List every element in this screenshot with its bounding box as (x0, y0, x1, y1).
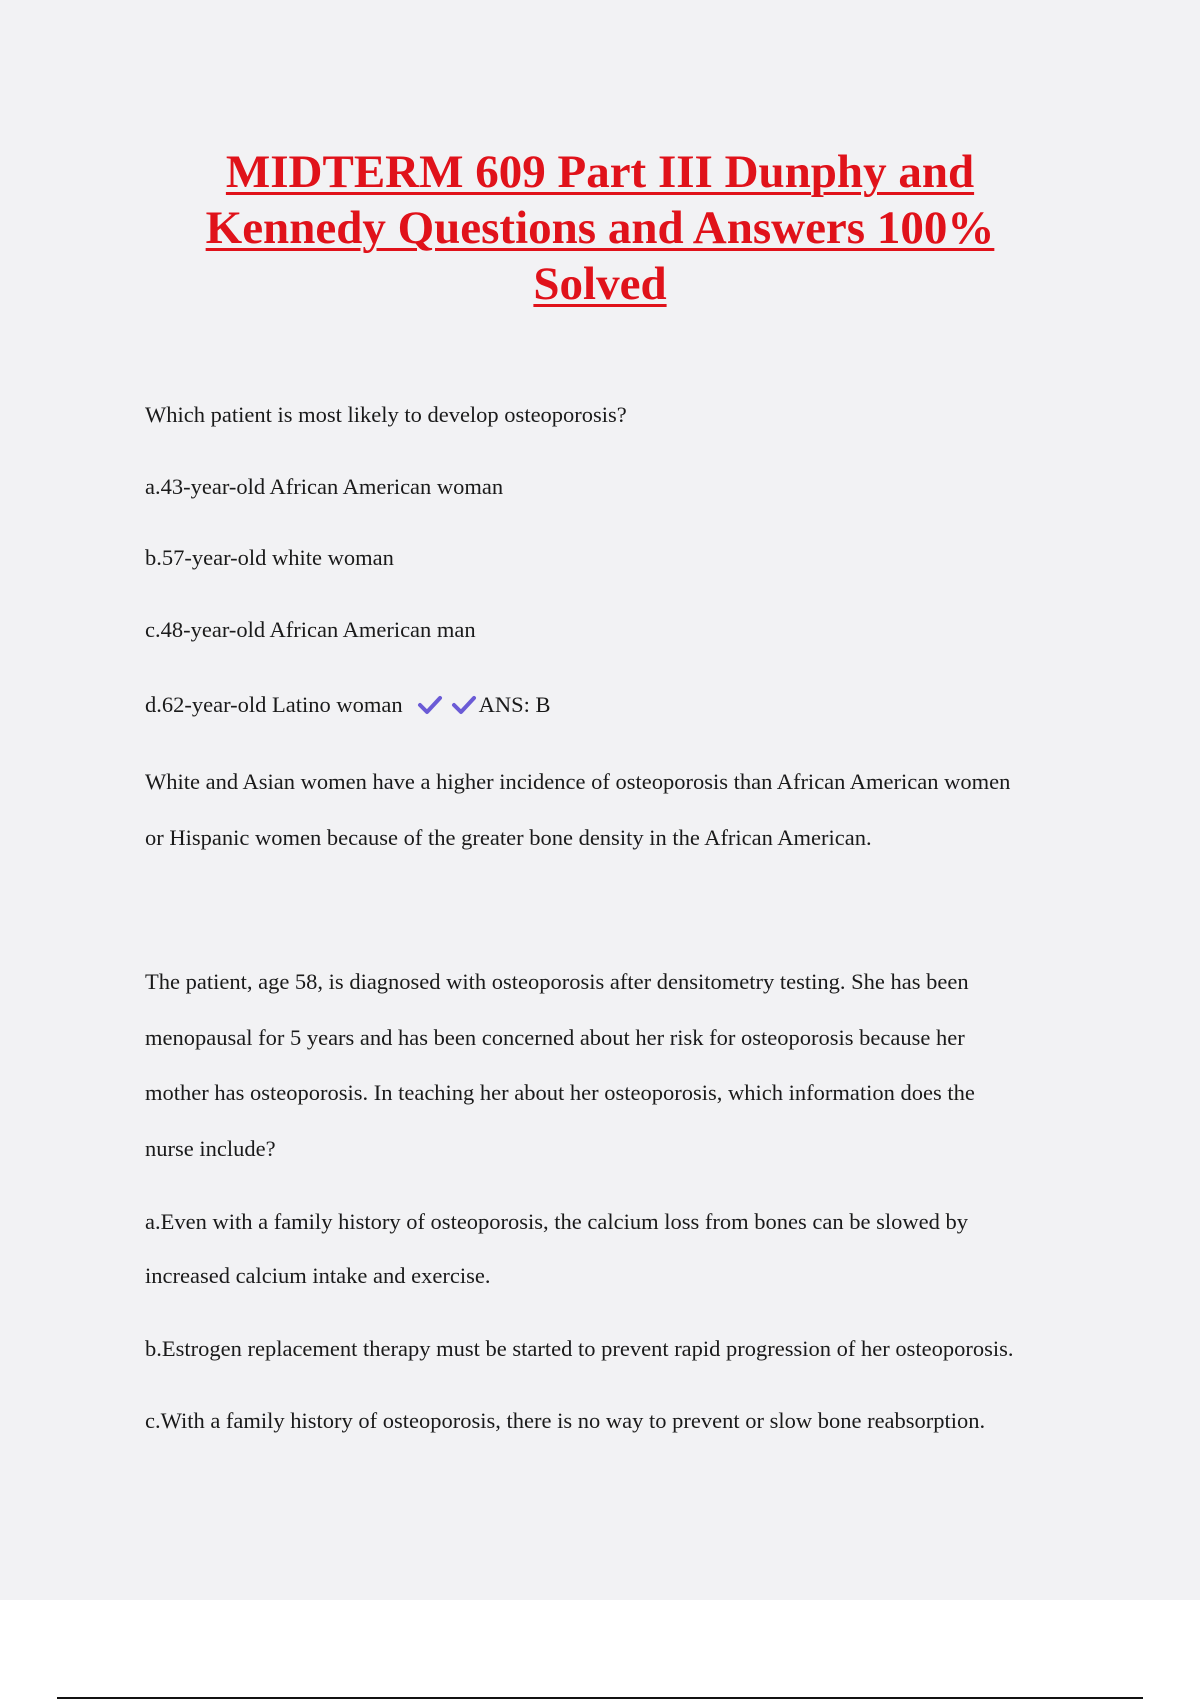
question-1-option-c: c.48-year-old African American man (145, 617, 476, 642)
question-2-option-a-line-2: increased calcium intake and exercise. (145, 1263, 491, 1288)
question-2-option-a-line-1: a.Even with a family history of osteoporosis, the calcium loss from bones can be slowed by (145, 1209, 968, 1234)
question-2-stem-line-4: nurse include? (145, 1136, 276, 1161)
check-icon (451, 694, 477, 716)
question-1-option-d-row (145, 690, 551, 720)
question-2-stem-line-3: mother has osteoporosis. In teaching her about her osteoporosis, which information does the (145, 1080, 975, 1105)
title-line-3: Solved (533, 258, 667, 310)
question-1-rationale-line-2: or Hispanic women because of the greater bone density in the African American. (145, 825, 872, 850)
question-1-option-d: d.62-year-old Latino woman (145, 692, 403, 717)
answer-label: ANS: B (478, 692, 551, 717)
question-1-rationale-line-1: White and Asian women have a higher incidence of osteoporosis than African American women (145, 769, 1011, 794)
document-title (100, 144, 1100, 312)
title-line-1: MIDTERM 609 Part III Dunphy and (225, 146, 975, 198)
question-2-option-b: b.Estrogen replacement therapy must be started to prevent rapid progression of her osteoporosis. (145, 1336, 1014, 1361)
question-1-option-a: a.43-year-old African American woman (145, 474, 504, 499)
question-2-stem-line-1: The patient, age 58, is diagnosed with osteoporosis after densitometry testing. She has been (145, 969, 969, 994)
check-icon (417, 694, 443, 716)
question-1-stem: Which patient is most likely to develop osteoporosis? (145, 402, 627, 427)
question-2-option-c: c.With a family history of osteoporosis, there is no way to prevent or slow bone reabsorption. (145, 1408, 986, 1433)
title-line-2: Kennedy Questions and Answers 100% (205, 202, 995, 254)
question-2-stem-line-2: menopausal for 5 years and has been concerned about her risk for osteoporosis because her (145, 1025, 965, 1050)
question-1-option-b: b.57-year-old white woman (145, 545, 394, 570)
footer-divider (57, 1697, 1143, 1699)
